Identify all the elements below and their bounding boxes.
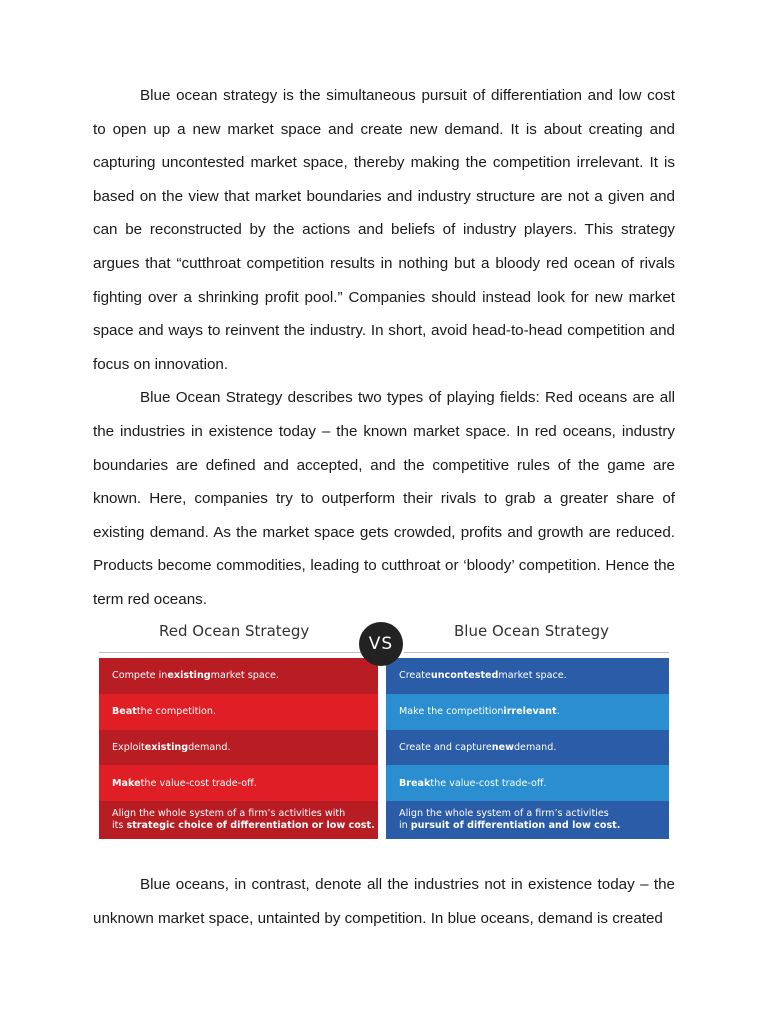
- red-row: Beat the competition.: [99, 694, 378, 730]
- paragraph-1-text: Blue ocean strategy is the simultaneous pursuit of differentiation and low cost to open up a new market space and create new demand. It is about creating and capturing uncontested market space, thereby making the competition irrelevant. It is based on the view that market boundaries and industry structure are not a given and can be reconstructed by the actions and beliefs of industry players. This strategy argues that “cutthroat competition results in nothing but a bloody red ocean of rivals fighting over a shrinking profit pool.” Companies should instead look for new market space and ways to reinvent the industry. In short, avoid head-to-head competition and focus on innovation.: [93, 87, 675, 373]
- red-ocean-column: [99, 658, 378, 839]
- vs-badge: VS: [359, 622, 403, 666]
- red-row: Exploit existing demand.: [99, 730, 378, 766]
- paragraph-3: [93, 868, 675, 935]
- blue-ocean-column: [386, 658, 669, 839]
- paragraph-2: [93, 381, 675, 616]
- red-row: Compete in existing market space.: [99, 658, 378, 694]
- blue-row: Break the value-cost trade-off.: [386, 765, 669, 801]
- blue-row: Align the whole system of a firm’s activities in pursuit of differentiation and low cost.: [386, 801, 669, 839]
- column-divider: [378, 658, 386, 838]
- blue-ocean-title: Blue Ocean Strategy: [454, 622, 609, 640]
- blue-row: Make the competition irrelevant .: [386, 694, 669, 730]
- red-vs-blue-ocean-figure: [99, 622, 669, 840]
- title-rule-right: [404, 652, 669, 653]
- document-body: [93, 79, 675, 617]
- red-row: Make the value-cost trade-off.: [99, 765, 378, 801]
- blue-row: Create uncontested market space.: [386, 658, 669, 694]
- paragraph-3-text: Blue oceans, in contrast, denote all the industries not in existence today – the unknown market space, untainted by competition. In blue oceans, demand is created: [93, 876, 675, 927]
- title-rule-left: [99, 652, 362, 653]
- paragraph-2-text: Blue Ocean Strategy describes two types of playing fields: Red oceans are all the industries in existence today – the known market space. In red oceans, industry boundaries are defined and accepted, and the competitive rules of the game are known. Here, companies try to outperform their rivals to grab a greater share of existing demand. As the market space gets crowded, profits and growth are reduced. Products become commodities, leading to cutthroat or ‘bloody’ competition. Hence the term red oceans.: [93, 389, 675, 608]
- paragraph-1: [93, 79, 675, 381]
- red-row: Align the whole system of a firm’s activities with its strategic choice of differentiation or low cost.: [99, 801, 378, 839]
- blue-row: Create and capture new demand.: [386, 730, 669, 766]
- red-ocean-title: Red Ocean Strategy: [159, 622, 310, 640]
